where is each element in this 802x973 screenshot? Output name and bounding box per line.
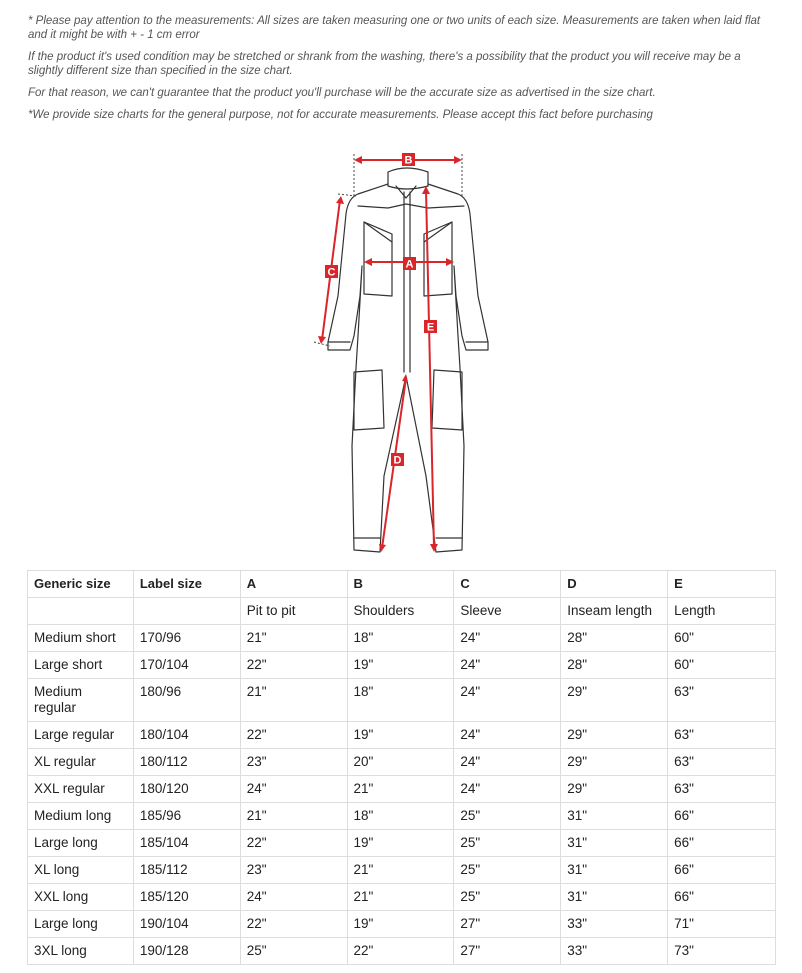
- label-d: D: [393, 454, 402, 467]
- label-b-badge: [402, 153, 415, 167]
- cell-label-size: 180/120: [133, 776, 240, 803]
- cell-c: 27": [454, 911, 561, 938]
- cell-d: 29": [561, 722, 668, 749]
- cell-c: 24": [454, 749, 561, 776]
- cell-label-size: 190/104: [133, 911, 240, 938]
- chest-pocket-left: [364, 222, 392, 296]
- header-a: A: [240, 571, 347, 598]
- cell-generic-size: XL regular: [28, 749, 134, 776]
- cell-a: 21": [240, 803, 347, 830]
- cell-a: 24": [240, 884, 347, 911]
- cell-e: 66": [668, 803, 776, 830]
- table-row: [28, 652, 776, 679]
- thigh-pocket-right: [432, 370, 462, 430]
- label-b: B: [404, 154, 413, 167]
- cell-b: 19": [347, 911, 454, 938]
- table-row: [28, 938, 776, 965]
- cell-d: 33": [561, 938, 668, 965]
- cell-e: 60": [668, 625, 776, 652]
- cell-a: 24": [240, 776, 347, 803]
- cell-e: 63": [668, 679, 776, 722]
- coverall-diagram: [300, 146, 510, 556]
- table-row: [28, 803, 776, 830]
- cell-label-size: 170/104: [133, 652, 240, 679]
- measurement-notes: [28, 14, 778, 130]
- note-1: * Please pay attention to the measurements: All sizes are taken measuring one or two units of each size. Measurements are taken when laid flat and it might be with + - 1 cm error: [28, 15, 761, 41]
- thigh-pocket-left: [354, 370, 384, 430]
- cell-e: 66": [668, 884, 776, 911]
- cell-c: 25": [454, 857, 561, 884]
- cell-generic-size: 3XL long: [28, 938, 134, 965]
- subheader-cell: [133, 598, 240, 625]
- size-chart-table: [27, 570, 776, 965]
- subheader-shoulders: Shoulders: [347, 598, 454, 625]
- cell-d: 29": [561, 749, 668, 776]
- cell-d: 31": [561, 803, 668, 830]
- table-row: [28, 911, 776, 938]
- cell-e: 66": [668, 857, 776, 884]
- subheader-row: [28, 598, 776, 625]
- cell-generic-size: Medium short: [28, 625, 134, 652]
- cell-d: 28": [561, 652, 668, 679]
- note-3: For that reason, we can't guarantee that the product you'll purchase will be the accurate size as advertised in the size chart.: [28, 87, 656, 99]
- cell-generic-size: Large long: [28, 911, 134, 938]
- subheader-inseam-length: Inseam length: [561, 598, 668, 625]
- header-d: D: [561, 571, 668, 598]
- label-c: C: [327, 266, 336, 279]
- cell-label-size: 190/128: [133, 938, 240, 965]
- table-row: [28, 679, 776, 722]
- cell-b: 18": [347, 803, 454, 830]
- header-row: [28, 571, 776, 598]
- label-e: E: [426, 321, 435, 334]
- cell-a: 23": [240, 749, 347, 776]
- cell-label-size: 180/96: [133, 679, 240, 722]
- table-row: [28, 625, 776, 652]
- cell-d: 29": [561, 679, 668, 722]
- cell-c: 25": [454, 803, 561, 830]
- table-row: [28, 884, 776, 911]
- cell-e: 60": [668, 652, 776, 679]
- subheader-sleeve: Sleeve: [454, 598, 561, 625]
- cell-a: 22": [240, 911, 347, 938]
- cell-label-size: 185/112: [133, 857, 240, 884]
- table-row: [28, 722, 776, 749]
- subheader-pit-to-pit: Pit to pit: [240, 598, 347, 625]
- label-a: A: [405, 258, 414, 271]
- cell-generic-size: XXL long: [28, 884, 134, 911]
- cell-generic-size: Large regular: [28, 722, 134, 749]
- cell-generic-size: XXL regular: [28, 776, 134, 803]
- cell-d: 28": [561, 625, 668, 652]
- collar-outline: [388, 168, 428, 186]
- cell-e: 66": [668, 830, 776, 857]
- cell-label-size: 180/104: [133, 722, 240, 749]
- cell-c: 24": [454, 625, 561, 652]
- cell-e: 63": [668, 776, 776, 803]
- cell-generic-size: Medium long: [28, 803, 134, 830]
- cell-label-size: 185/120: [133, 884, 240, 911]
- cell-a: 23": [240, 857, 347, 884]
- cell-a: 25": [240, 938, 347, 965]
- cell-c: 25": [454, 884, 561, 911]
- note-4: *We provide size charts for the general purpose, not for accurate measurements. Please accept this fact before purchasing: [28, 109, 653, 121]
- label-e-badge: [424, 320, 437, 334]
- arrow-e: [426, 190, 434, 548]
- cell-label-size: 170/96: [133, 625, 240, 652]
- cell-generic-size: XL long: [28, 857, 134, 884]
- size-chart-body: [28, 598, 776, 965]
- cell-c: 24": [454, 722, 561, 749]
- cell-d: 31": [561, 884, 668, 911]
- cell-e: 63": [668, 749, 776, 776]
- cell-d: 33": [561, 911, 668, 938]
- cell-c: 24": [454, 652, 561, 679]
- table-row: [28, 857, 776, 884]
- table-row: [28, 830, 776, 857]
- cell-b: 18": [347, 625, 454, 652]
- cell-b: 19": [347, 722, 454, 749]
- cell-label-size: 185/96: [133, 803, 240, 830]
- header-generic-size: Generic size: [28, 571, 134, 598]
- cell-generic-size: Large long: [28, 830, 134, 857]
- table-row: [28, 776, 776, 803]
- cell-d: 29": [561, 776, 668, 803]
- cell-b: 22": [347, 938, 454, 965]
- cell-b: 19": [347, 652, 454, 679]
- header-label-size: Label size: [133, 571, 240, 598]
- subheader-cell: [28, 598, 134, 625]
- cell-e: 63": [668, 722, 776, 749]
- cell-a: 22": [240, 722, 347, 749]
- cell-b: 18": [347, 679, 454, 722]
- cell-d: 31": [561, 857, 668, 884]
- cell-label-size: 185/104: [133, 830, 240, 857]
- cell-c: 25": [454, 830, 561, 857]
- cell-b: 21": [347, 776, 454, 803]
- cell-c: 27": [454, 938, 561, 965]
- cell-b: 21": [347, 857, 454, 884]
- cell-e: 73": [668, 938, 776, 965]
- cell-d: 31": [561, 830, 668, 857]
- label-a-badge: [403, 257, 416, 271]
- cell-generic-size: Large short: [28, 652, 134, 679]
- cell-b: 19": [347, 830, 454, 857]
- note-2: If the product it's used condition may be stretched or shrank from the washing, there's a possibility that the product you will receive may be a slightly different size than specified in the size chart.: [28, 51, 741, 77]
- coverall-outline: [328, 184, 488, 552]
- cell-e: 71": [668, 911, 776, 938]
- header-b: B: [347, 571, 454, 598]
- label-c-badge: [325, 265, 338, 279]
- header-c: C: [454, 571, 561, 598]
- cell-a: 22": [240, 830, 347, 857]
- cell-b: 21": [347, 884, 454, 911]
- cell-generic-size: Medium regular: [28, 679, 134, 722]
- table-row: [28, 749, 776, 776]
- cell-a: 21": [240, 679, 347, 722]
- label-d-badge: [391, 453, 404, 467]
- cell-a: 21": [240, 625, 347, 652]
- cell-b: 20": [347, 749, 454, 776]
- cell-c: 24": [454, 679, 561, 722]
- header-e: E: [668, 571, 776, 598]
- subheader-length: Length: [668, 598, 776, 625]
- cell-a: 22": [240, 652, 347, 679]
- cell-c: 24": [454, 776, 561, 803]
- cell-label-size: 180/112: [133, 749, 240, 776]
